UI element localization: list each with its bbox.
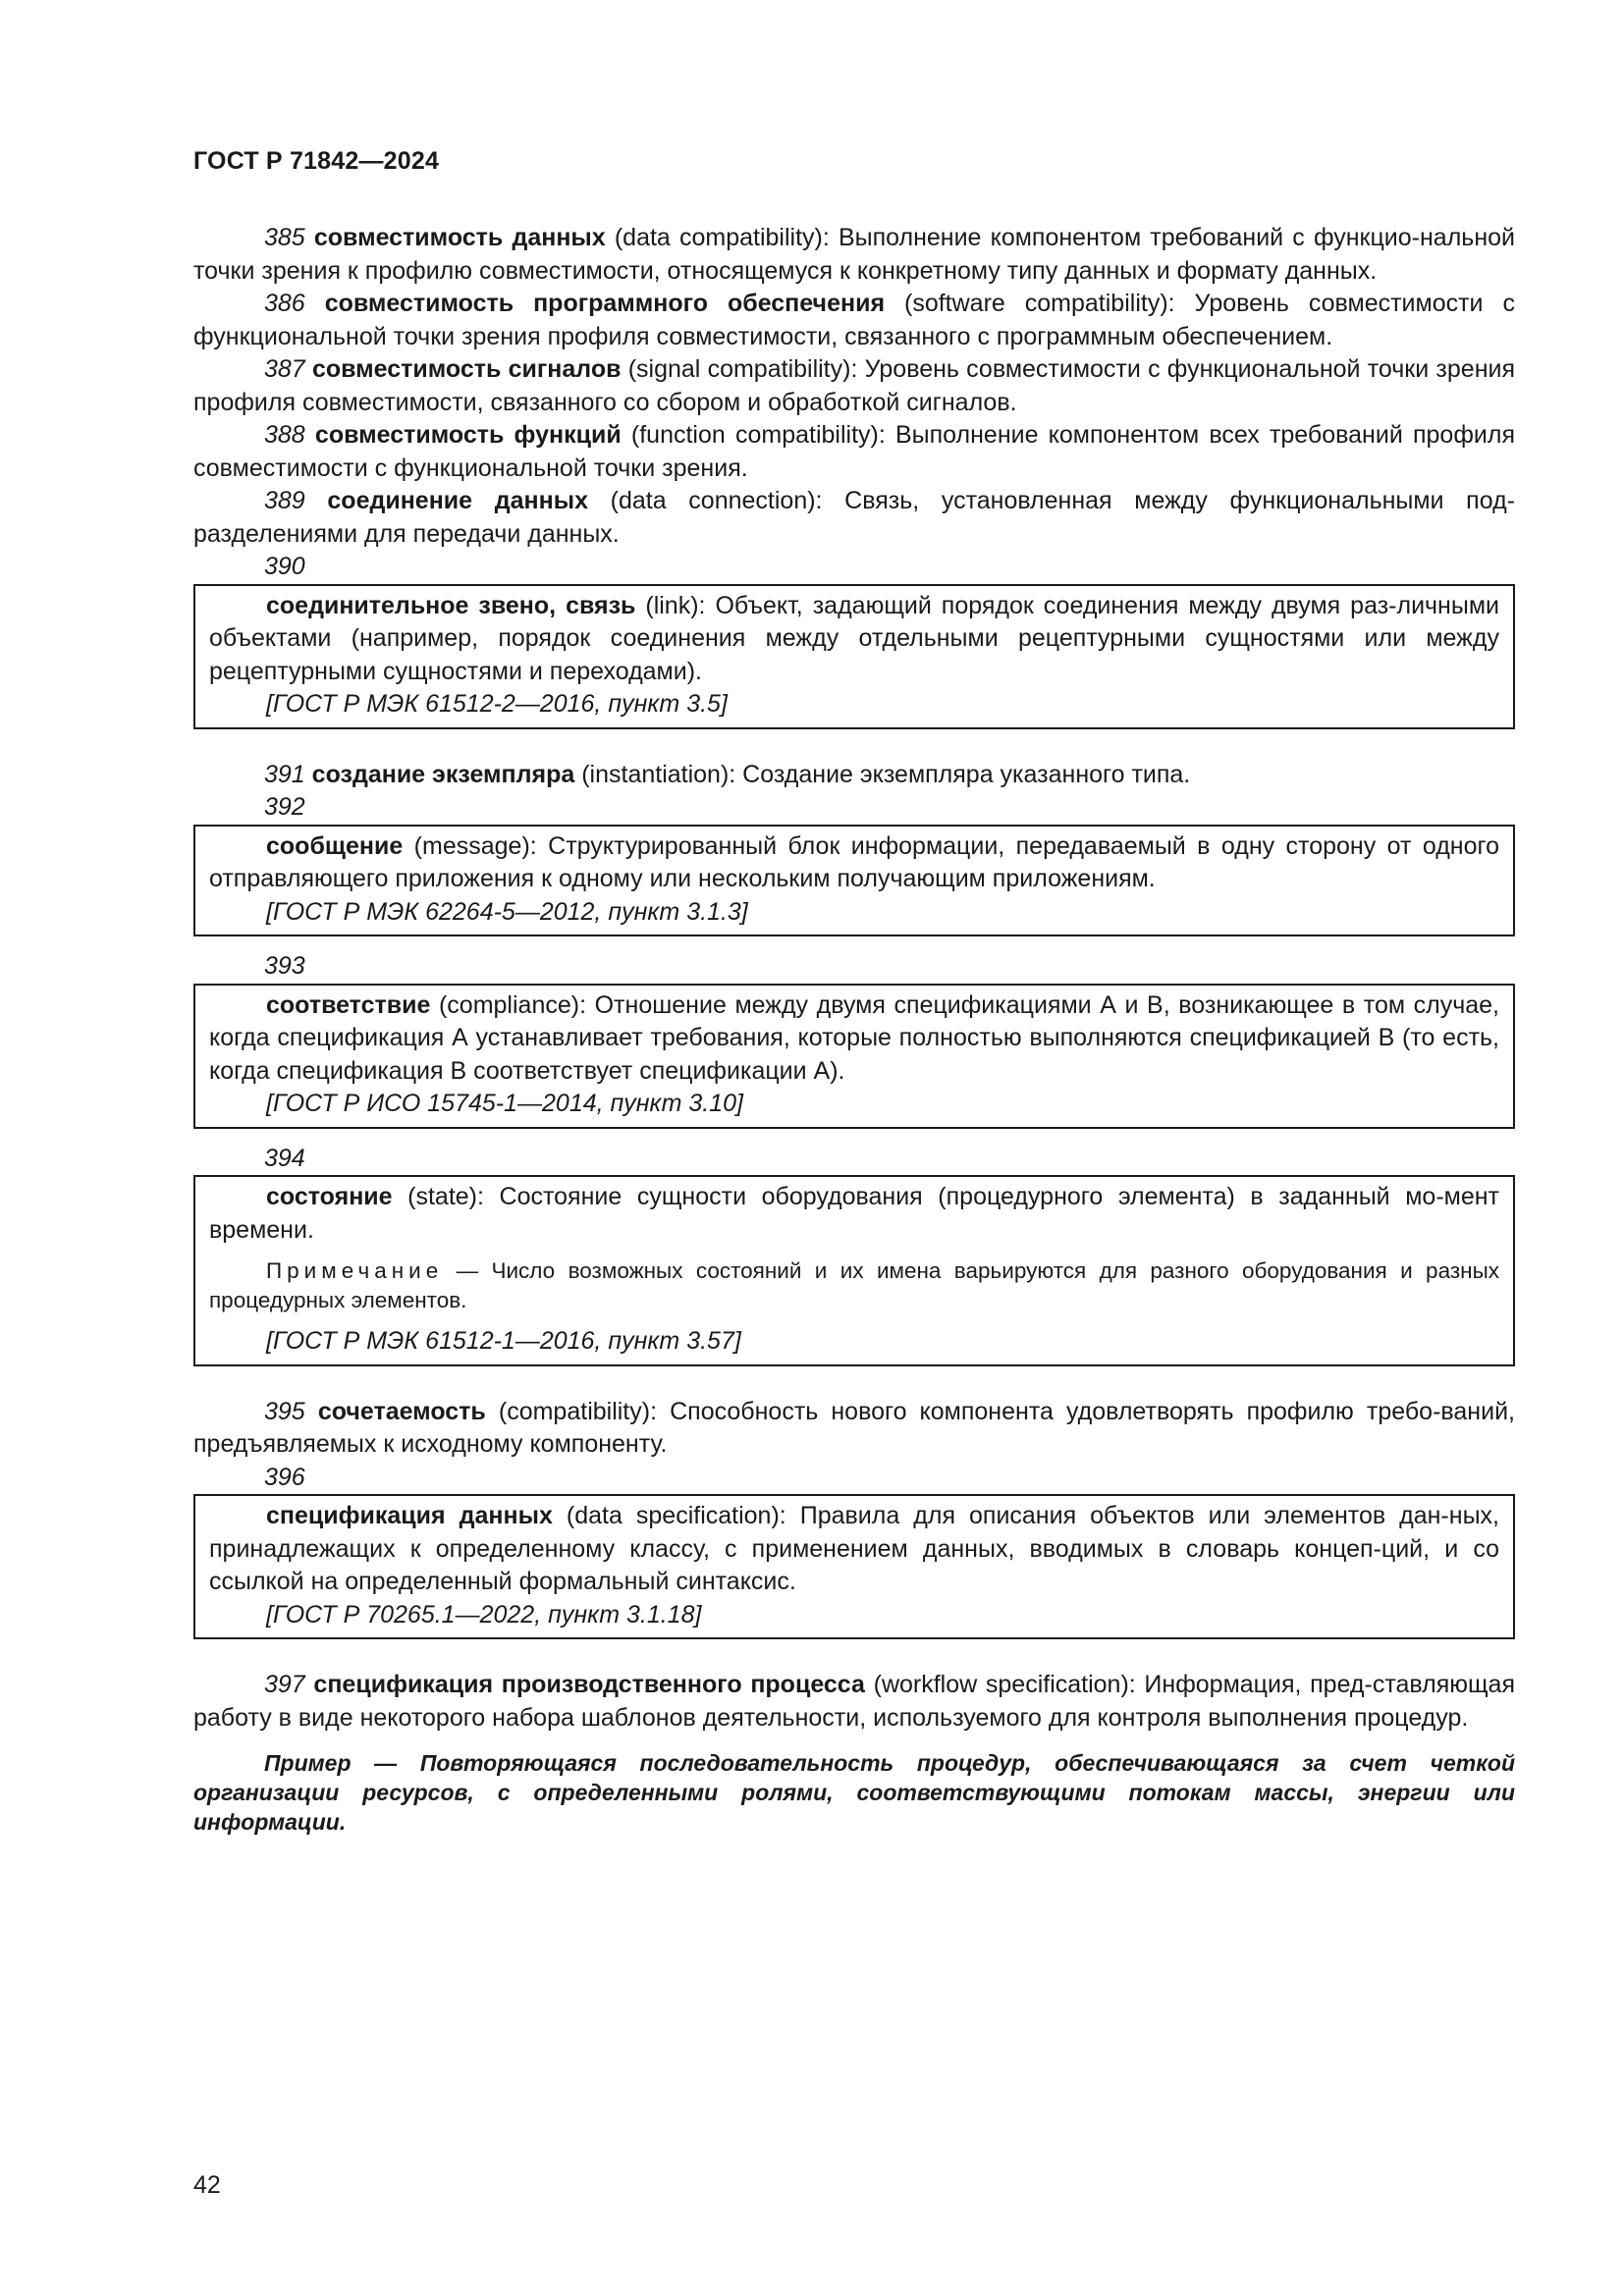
entry-term: совместимость программного обеспечения [324,290,886,317]
term-entry-388 [193,419,1515,485]
term-entry-389 [193,485,1515,551]
entry-definition: (link): Объект, задающий порядок соединения между двумя раз-личными объектами (например, порядок соединения между отдельными рецептурными сущностями или между рецептурными сущностями и переходами). [209,591,1499,685]
term-entry-394 [209,1181,1499,1247]
entry-term: соединительное звено, связь [266,591,636,619]
term-box-396 [193,1494,1515,1639]
term-entry-392 [209,830,1499,896]
entry-term: сочетаемость [317,1397,486,1425]
entry-number: 391 [264,760,305,788]
term-entry-386 [193,288,1515,353]
entry-definition: (state): Состояние сущности оборудования (процедурного элемента) в заданный мо-мент времени. [209,1183,1499,1244]
entry-number: 397 [264,1671,305,1698]
source-reference: [ГОСТ Р МЭК 62264-5—2012, пункт 3.1.3] [266,897,748,926]
entry-term: спецификация данных [266,1502,553,1529]
entry-number: 394 [264,1144,305,1172]
entry-number: 390 [264,553,305,580]
entry-definition: (signal compatibility): Уровень совместимости с функциональной точки зрения профиля совместимости, связанного со сбором и обработкой сигналов. [193,355,1515,416]
entry-definition: (data compatibility): Выполнение компонентом требований с функцио-нальной точки зрения к профилю совместимости, относящемуся к конкретному типу данных и формату данных. [193,224,1515,285]
entry-term: создание экземпляра [311,760,575,788]
source-reference: [ГОСТ Р 70265.1—2022, пункт 3.1.18] [266,1600,702,1629]
entry-definition: (instantiation): Создание экземпляра указанного типа. [574,760,1191,788]
entry-term: соответствие [266,990,431,1019]
entry-definition: (function compatibility): Выполнение компонентом всех требований профиля совместимости с функциональной точки зрения. [193,421,1515,482]
example-paragraph: Пример — Повторяющаяся последовательность процедур, обеспечивающаяся за счет четкой организации ресурсов, с определенными ролями, соответствующими потокам массы, энергии или информации. [193,1750,1515,1835]
entry-number: 387 [264,355,305,383]
note-text: — Число возможных состояний и их имена варьируются для разного оборудования и разных процедурных элементов. [209,1258,1499,1312]
entry-definition: (workflow specification): Информация, пред-ставляющая работу в виде некоторого набора шаблонов деятельности, используемого для контроля выполнения процедур. [193,1671,1515,1732]
term-box-393 [193,984,1515,1129]
entry-number: 385 [264,224,305,251]
entry-number: 388 [264,421,305,449]
term-entry-391 [193,759,1515,792]
entry-number: 386 [264,290,305,317]
entry-term: совместимость сигналов [311,355,622,383]
term-box-392 [193,825,1515,937]
term-entry-390 [209,590,1499,689]
entry-term: сообщение [266,831,404,860]
page-number: 42 [193,2171,221,2199]
term-entry-397 [193,1669,1515,1735]
entry-number: 393 [264,952,305,980]
terms-list [193,222,1515,1837]
entry-number: 395 [264,1397,305,1425]
term-box-394 [193,1175,1515,1366]
note [209,1256,1499,1315]
note-label: Примечание [266,1258,444,1283]
entry-definition: (data specification): Правила для описания объектов или элементов дан-ных, принадлежащих к определенному классу, с применением данных, вводимых в словарь концеп-ций, и со ссылкой на определенный формальный синтаксис. [209,1502,1499,1595]
entry-term: состояние [266,1183,393,1210]
term-entry-385 [193,222,1515,288]
source-reference: [ГОСТ Р МЭК 61512-1—2016, пункт 3.57] [266,1327,741,1355]
term-entry-395 [193,1396,1515,1462]
entry-definition: (message): Структурированный блок информации, передаваемый в одну сторону от одного отправляющего приложения к одному или нескольким получающим приложениям. [209,831,1499,892]
source-reference: [ГОСТ Р МЭК 61512-2—2016, пункт 3.5] [266,690,728,718]
entry-definition: (compliance): Отношение между двумя спецификациями А и В, возникающее в том случае, когда спецификация А устанавливает требования, которые полностью выполняются спецификацией В (то есть, когда спецификация В соответствует спецификации А). [209,990,1499,1085]
entry-number: 392 [264,793,305,821]
entry-number: 389 [264,487,305,514]
entry-number: 396 [264,1463,305,1491]
term-entry-387 [193,353,1515,419]
entry-definition: (data connection): Связь, установленная между функциональными под-разделениями для передачи данных. [193,487,1515,548]
document-code: ГОСТ Р 71842—2024 [193,147,440,175]
term-entry-393 [209,989,1499,1089]
entry-term: спецификация производственного процесса [313,1671,865,1698]
source-reference: [ГОСТ Р ИСО 15745-1—2014, пункт 3.10] [266,1090,743,1117]
term-entry-396 [209,1500,1499,1599]
entry-term: совместимость функций [314,421,622,449]
entry-term: соединение данных [327,487,588,514]
entry-definition: (compatibility): Способность нового компонента удовлетворять профилю требо-ваний, предъявляемых к исходному компоненту. [193,1397,1515,1458]
term-box-390 [193,584,1515,729]
entry-definition: (software compatibility): Уровень совместимости с функциональной точки зрения профиля совместимости, связанного с программным обеспечением. [193,290,1515,350]
entry-term: совместимость данных [313,224,606,251]
